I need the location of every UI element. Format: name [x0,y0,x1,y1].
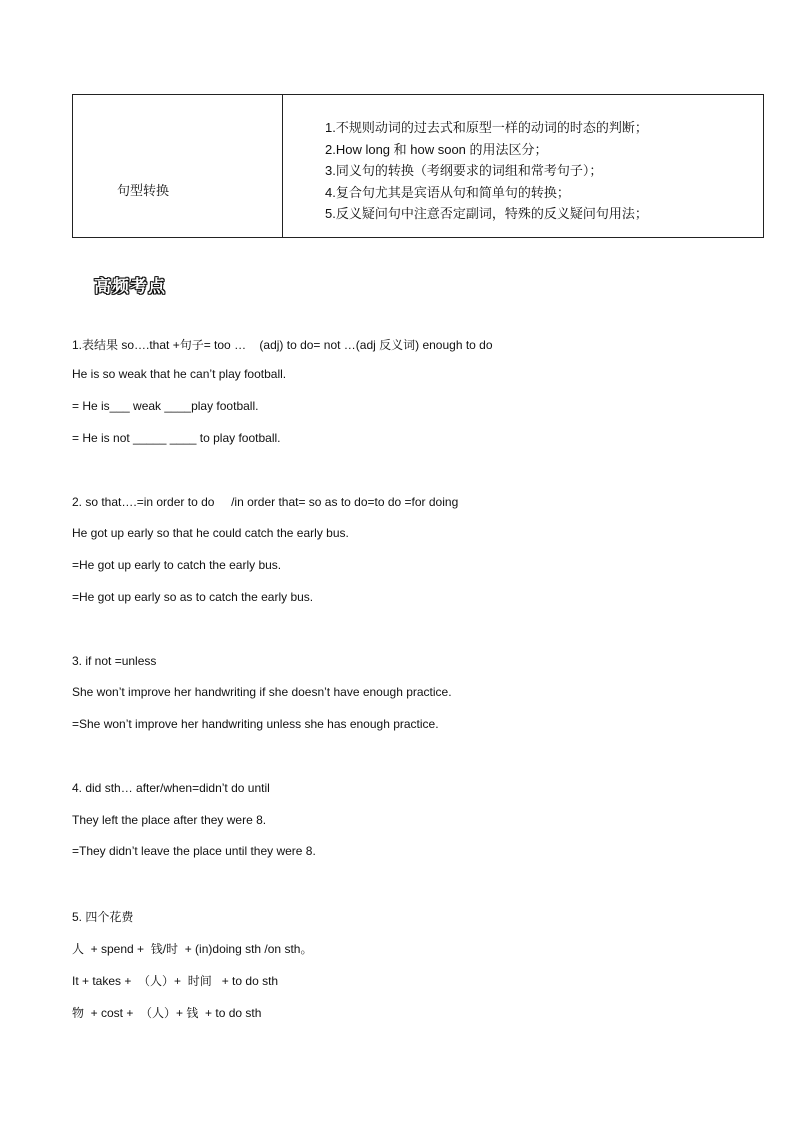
point-3-title: 3. if not =unless [72,654,157,668]
table-left-cell [73,95,282,237]
table-divider [282,95,283,237]
formula-line: It + takes + （人）+ 时间 + to do sth [72,974,279,988]
table-left-label: 句型转换 [117,183,170,198]
point-4-title: 4. did sth… after/when=didn’t do until [72,781,270,795]
point-2-title: 2. so that….=in order to do /in order that= so as to do=to do =for doing [72,495,459,509]
example-sentence: =They didn’t leave the place until they were 8. [72,844,316,858]
example-sentence: He is so weak that he can’t play football. [72,367,287,381]
formula-line: 人 + spend + 钱/时 + (in)doing sth /on sth。 [72,942,313,956]
table-right-cell [325,117,648,225]
table-item: 2.How long 和 how soon 的用法区分； [325,141,548,157]
point-1-title: 1.表结果 so….that +句子= too … (adj) to do= not …(adj 反义词) enough to do [72,338,493,352]
example-sentence: He got up early so that he could catch the early bus. [72,526,349,540]
example-sentence: =She won’t improve her handwriting unless she has enough practice. [72,717,439,731]
point-5-title: 5. 四个花费 [72,910,134,924]
example-sentence: =He got up early so as to catch the early bus. [72,590,314,604]
example-sentence: = He is___ weak ____play football. [72,399,259,413]
table-item: 3.同义句的转换（考纲要求的词组和常考句子）； [325,163,603,178]
section-heading: 高频考点 [94,277,166,296]
example-sentence: She won’t improve her handwriting if she doesn’t have enough practice. [72,685,452,699]
topic-table [72,94,764,238]
table-item: 4.复合句尤其是宾语从句和简单句的转换； [325,184,570,200]
table-item: 1.不规则动词的过去式和原型一样的动词的时态的判断； [325,120,648,135]
example-sentence: =He got up early to catch the early bus. [72,558,282,572]
formula-line: 物 + cost + （人）+ 钱 + to do sth [72,1006,262,1020]
table-item: 5.反义疑问句中注意否定副词，特殊的反义疑问句用法； [325,206,648,221]
example-sentence: = He is not _____ ____ to play football. [72,431,281,445]
example-sentence: They left the place after they were 8. [72,813,267,827]
